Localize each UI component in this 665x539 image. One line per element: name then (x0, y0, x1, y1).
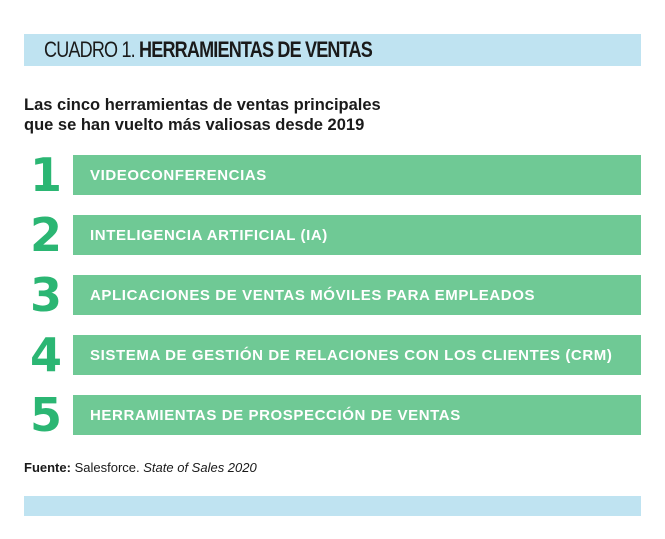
item-bar (73, 155, 641, 195)
list-item (24, 268, 641, 322)
figure-label: CUADRO 1. (44, 37, 135, 62)
item-number: 4 (29, 328, 62, 382)
item-bar (73, 335, 641, 375)
subtitle-line-2: que se han vuelto más valiosas desde 2019 (24, 116, 365, 134)
source-publisher: Salesforce. (74, 460, 140, 475)
source-title: State of Sales 2020 (143, 460, 257, 475)
item-label: HERRAMIENTAS DE PROSPECCIÓN DE VENTAS (90, 406, 461, 424)
item-label: SISTEMA DE GESTIÓN DE RELACIONES CON LOS CLIENTES (CRM) (90, 346, 613, 364)
item-bar (73, 395, 641, 435)
item-number: 2 (29, 208, 62, 262)
source-note (24, 460, 257, 475)
item-number: 5 (29, 388, 62, 442)
item-label: APLICACIONES DE VENTAS MÓVILES PARA EMPLEADOS (90, 286, 536, 304)
footer-bar (24, 496, 641, 516)
list-item (24, 208, 641, 262)
list-item (24, 328, 641, 382)
item-bar (73, 275, 641, 315)
figure-title (44, 37, 372, 63)
source-label: Fuente: (24, 460, 71, 475)
list-item (24, 388, 641, 442)
subtitle-line-1: Las cinco herramientas de ventas principales (24, 96, 381, 114)
item-bar (73, 215, 641, 255)
item-number: 3 (29, 268, 62, 322)
figure-title-text: HERRAMIENTAS DE VENTAS (139, 37, 372, 62)
list-item (24, 148, 641, 202)
item-number: 1 (29, 148, 62, 202)
title-bar (24, 34, 641, 66)
item-label: VIDEOCONFERENCIAS (90, 166, 267, 184)
item-label: INTELIGENCIA ARTIFICIAL (IA) (90, 226, 328, 244)
subtitle (24, 95, 444, 135)
